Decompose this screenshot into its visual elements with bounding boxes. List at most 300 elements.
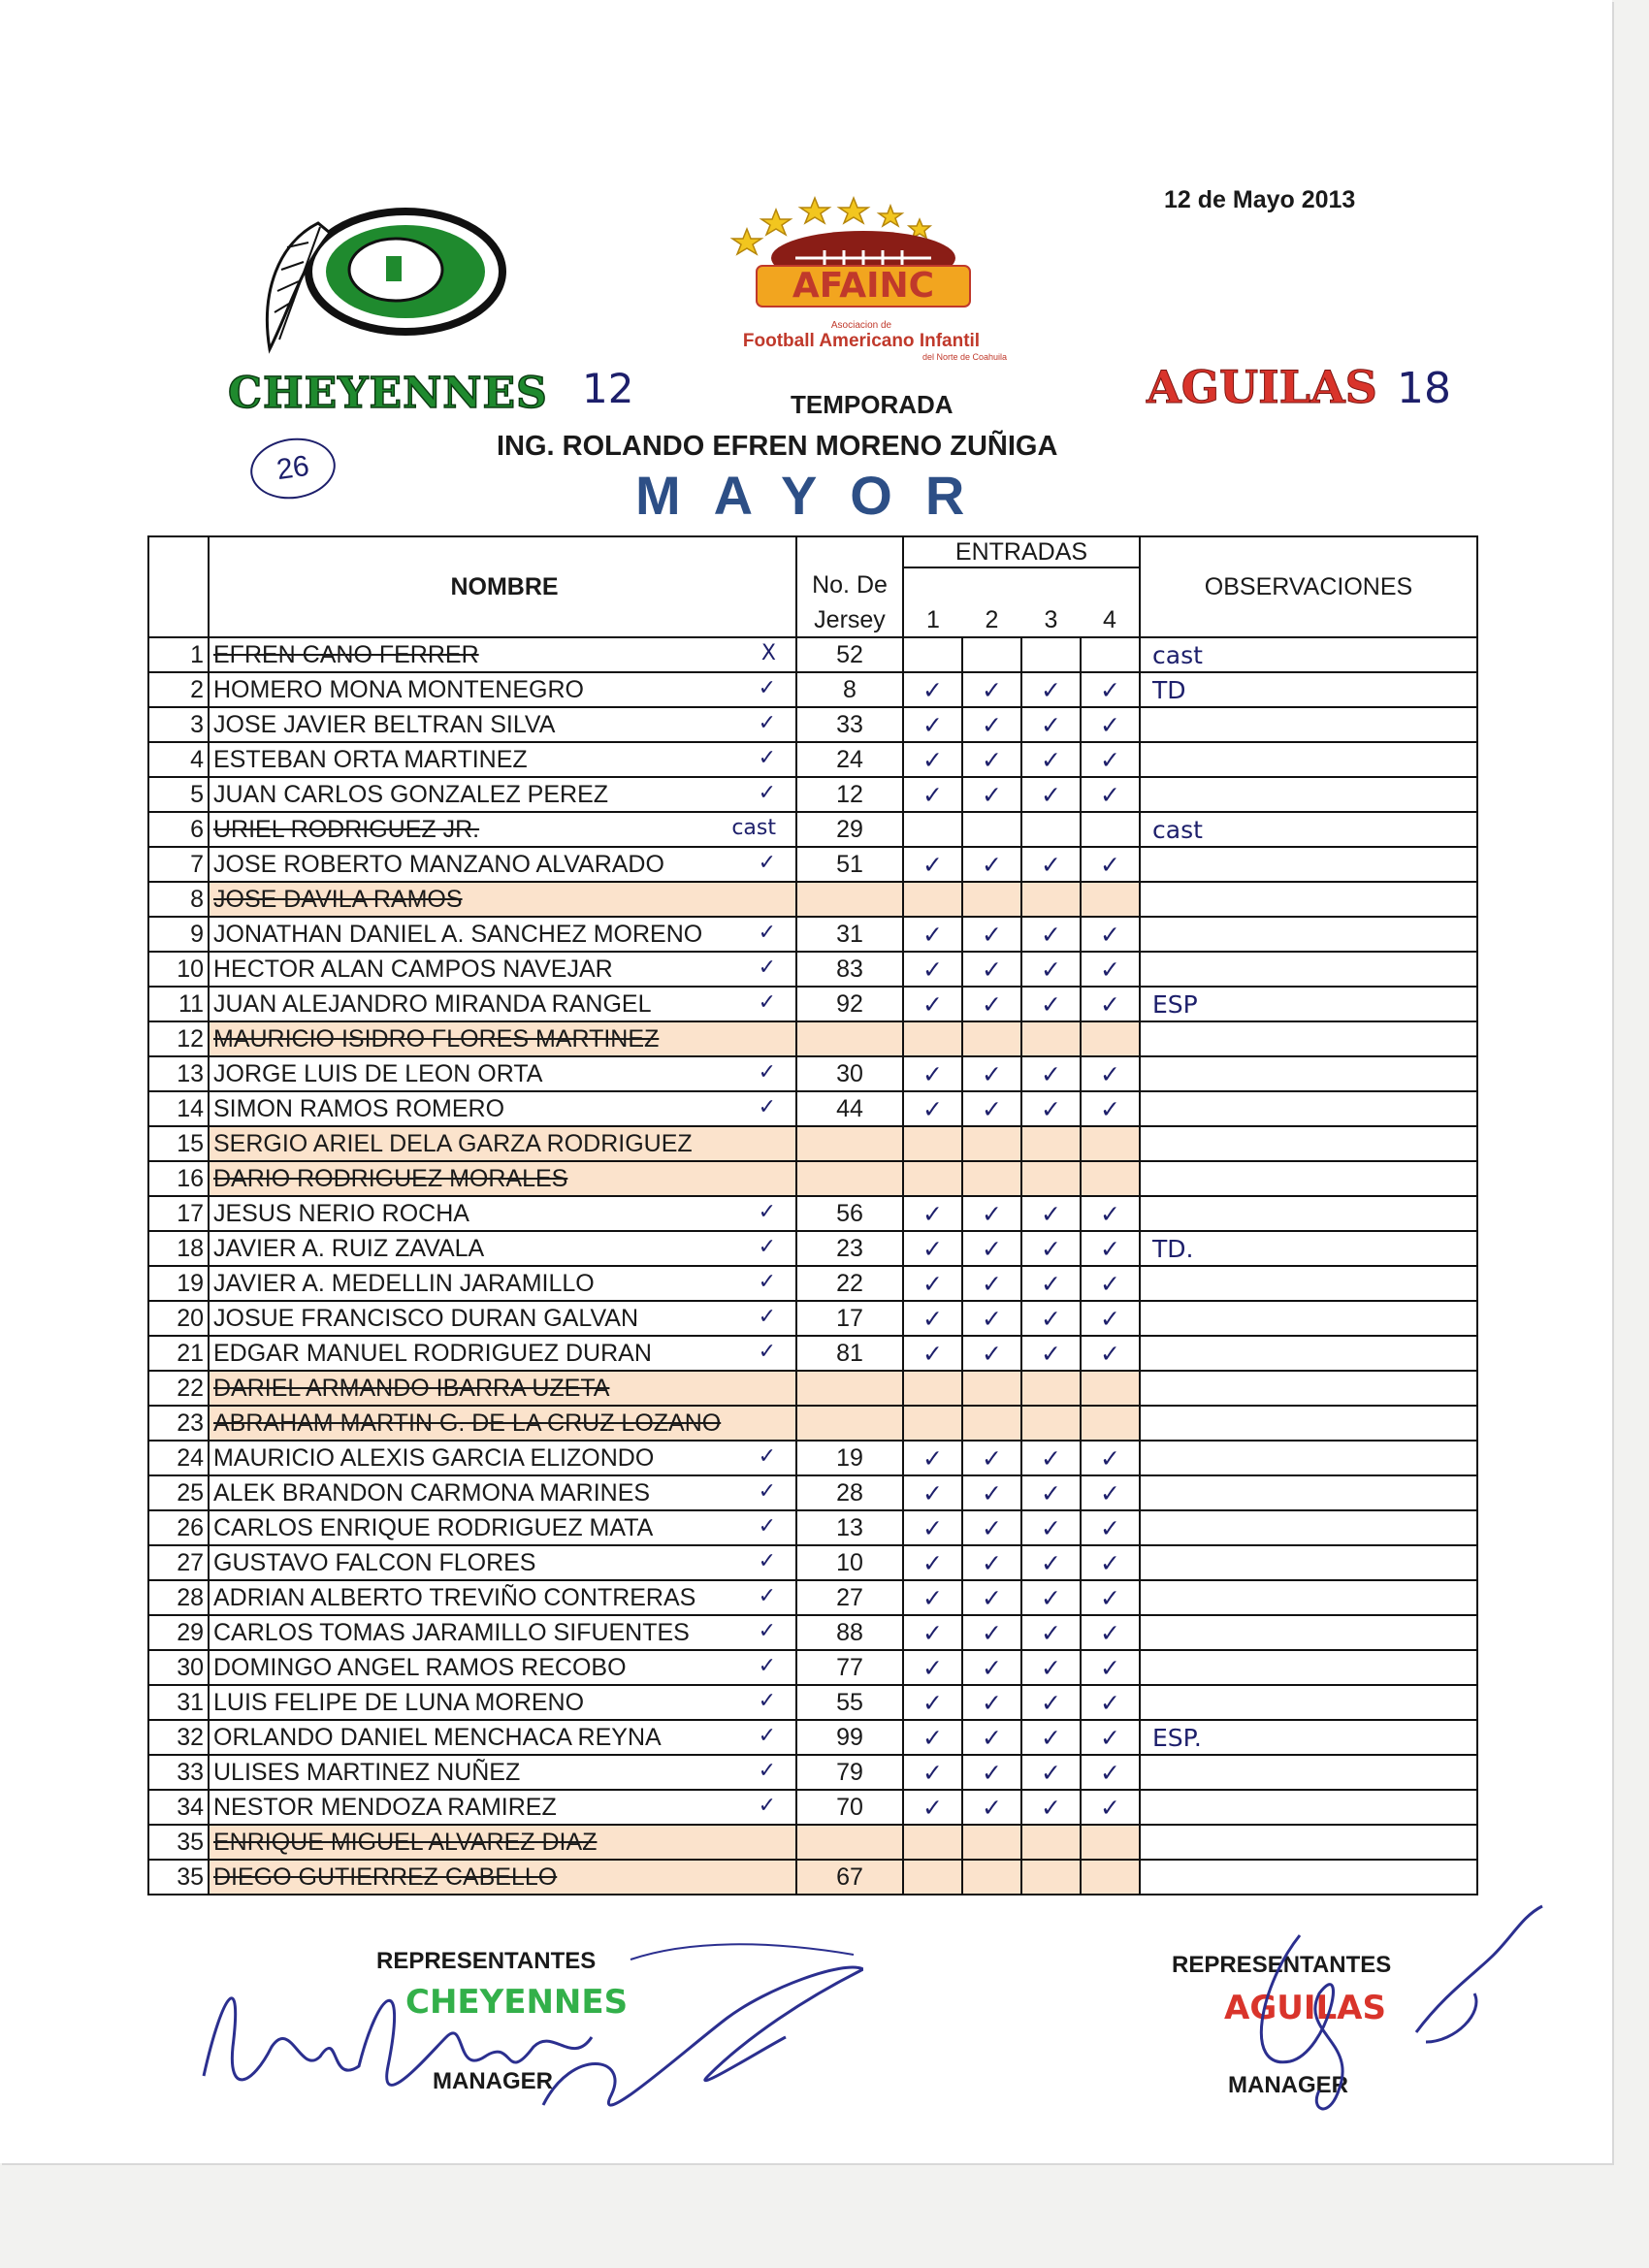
row-number: 30 [148,1650,209,1685]
inning-3-check: ✓ [1021,1545,1081,1580]
association-suffix: del Norte de Coahuila [922,352,1007,362]
roster-row [148,1336,1477,1371]
row-number: 11 [148,987,209,1021]
player-name-cell [209,1755,796,1790]
attendance-mark: ✓ [758,1059,776,1085]
attendance-mark: ✓ [758,1688,776,1713]
roster-row [148,1091,1477,1126]
roster-row [148,777,1477,812]
observation-note [1140,1545,1477,1580]
jersey-number: 33 [796,707,903,742]
player-name: URIEL RODRIGUEZ JR. [213,815,480,843]
observation-note [1140,742,1477,777]
inning-3-check: ✓ [1021,1441,1081,1475]
roster-row [148,1685,1477,1720]
player-name: ENRIQUE MIGUEL ALVAREZ DIAZ [213,1828,598,1856]
player-name: JUAN ALEJANDRO MIRANDA RANGEL [213,989,652,1018]
attendance-mark: ✓ [758,1094,776,1119]
roster-row [148,1545,1477,1580]
temporada-name: ING. ROLANDO EFREN MORENO ZUÑIGA [497,431,1058,462]
observation-note: ESP [1140,987,1477,1021]
player-name: GUSTAVO FALCON FLORES [213,1548,536,1576]
inning-4-check: ✓ [1081,1685,1140,1720]
row-number: 3 [148,707,209,742]
player-name: JAVIER A. MEDELLIN JARAMILLO [213,1269,595,1297]
inning-1-check: ✓ [903,1091,962,1126]
inning-3-check: ✓ [1021,1755,1081,1790]
observation-note [1140,1371,1477,1406]
inning-1-check [903,1371,962,1406]
observation-note: TD. [1140,1231,1477,1266]
roster-row [148,1650,1477,1685]
row-number: 33 [148,1755,209,1790]
inning-4-check: ✓ [1081,1056,1140,1091]
inning-1-check: ✓ [903,1755,962,1790]
observation-note [1140,1406,1477,1441]
attendance-mark: ✓ [758,1443,776,1469]
row-number: 14 [148,1091,209,1126]
row-number: 1 [148,637,209,672]
attendance-mark: ✓ [758,1583,776,1608]
jersey-number: 52 [796,637,903,672]
player-name: ORLANDO DANIEL MENCHACA REYNA [213,1723,662,1751]
inning-3-check [1021,1825,1081,1860]
inning-2-check: ✓ [962,1615,1021,1650]
header-jersey-line2: Jersey [796,603,903,637]
roster-row [148,1860,1477,1895]
attendance-mark: ✓ [758,1339,776,1364]
inning-3-check: ✓ [1021,777,1081,812]
inning-4-check: ✓ [1081,847,1140,882]
inning-2-check: ✓ [962,672,1021,707]
attendance-mark: ✓ [758,1618,776,1643]
observation-note [1140,1755,1477,1790]
inning-1-check: ✓ [903,742,962,777]
inning-2-check: ✓ [962,1231,1021,1266]
jersey-number: 23 [796,1231,903,1266]
header-observaciones: OBSERVACIONES [1140,536,1477,637]
player-name: ULISES MARTINEZ NUÑEZ [213,1758,521,1786]
player-name: JOSE DAVILA RAMOS [213,885,463,913]
row-number: 21 [148,1336,209,1371]
jersey-number [796,1406,903,1441]
inning-4-check: ✓ [1081,1196,1140,1231]
observation-note [1140,1860,1477,1895]
jersey-number: 81 [796,1336,903,1371]
player-name: JOSE JAVIER BELTRAN SILVA [213,710,556,738]
observation-note: cast [1140,637,1477,672]
player-name: JOSUE FRANCISCO DURAN GALVAN [213,1304,639,1332]
inning-2-check: ✓ [962,1475,1021,1510]
roster-row [148,1510,1477,1545]
inning-4-check: ✓ [1081,987,1140,1021]
row-number: 23 [148,1406,209,1441]
roster-row [148,1790,1477,1825]
roster-row [148,672,1477,707]
home-team-name: CHEYENNES [228,369,548,418]
player-name: LUIS FELIPE DE LUNA MORENO [213,1688,585,1716]
row-number: 18 [148,1231,209,1266]
association-prefix: Asociacion de [830,320,892,331]
inning-3-check: ✓ [1021,952,1081,987]
jersey-number: 83 [796,952,903,987]
player-name-cell [209,1790,796,1825]
player-name: EDGAR MANUEL RODRIGUEZ DURAN [213,1339,652,1367]
inning-3-check: ✓ [1021,1231,1081,1266]
inning-4-check: ✓ [1081,1475,1140,1510]
roster-row [148,1301,1477,1336]
player-name: JUAN CARLOS GONZALEZ PEREZ [213,780,609,808]
inning-4-check [1081,1406,1140,1441]
inning-1-check: ✓ [903,1720,962,1755]
player-name: ESTEBAN ORTA MARTINEZ [213,745,528,773]
inning-1-check: ✓ [903,1615,962,1650]
jersey-number [796,1825,903,1860]
jersey-number: 24 [796,742,903,777]
away-team-name: AGUILAS [1147,361,1377,413]
inning-1-check [903,1825,962,1860]
player-name-cell [209,882,796,917]
division-title: MAYOR [635,465,998,526]
jersey-number: 99 [796,1720,903,1755]
inning-4-check [1081,1021,1140,1056]
home-team-score: 12 [582,365,634,412]
inning-3-check [1021,1371,1081,1406]
inning-2-check: ✓ [962,987,1021,1021]
header-entradas: ENTRADAS [903,536,1140,567]
player-name: NESTOR MENDOZA RAMIREZ [213,1793,557,1821]
inning-4-check: ✓ [1081,672,1140,707]
observation-note [1140,777,1477,812]
inning-1-check [903,1161,962,1196]
observation-note [1140,882,1477,917]
inning-4-check: ✓ [1081,952,1140,987]
player-name: JESUS NERIO ROCHA [213,1199,469,1227]
attendance-mark: ✓ [758,989,776,1015]
row-number: 7 [148,847,209,882]
inning-1-check: ✓ [903,1266,962,1301]
header-inning-3: 3 [1021,603,1081,637]
observation-note [1140,952,1477,987]
jersey-number: 88 [796,1615,903,1650]
inning-2-check: ✓ [962,917,1021,952]
observation-note: TD [1140,672,1477,707]
inning-2-check: ✓ [962,1790,1021,1825]
player-name: DOMINGO ANGEL RAMOS RECOBO [213,1653,627,1681]
inning-3-check: ✓ [1021,1196,1081,1231]
row-number: 19 [148,1266,209,1301]
inning-2-check: ✓ [962,1755,1021,1790]
observation-note [1140,917,1477,952]
inning-2-check: ✓ [962,1545,1021,1580]
left-team-label: CHEYENNES [405,1983,629,2022]
observation-note [1140,1825,1477,1860]
roster-row [148,1720,1477,1755]
inning-4-check: ✓ [1081,1615,1140,1650]
inning-3-check [1021,1021,1081,1056]
attendance-mark: ✓ [758,1199,776,1224]
attendance-mark: ✓ [758,1513,776,1539]
roster-row [148,1406,1477,1441]
inning-3-check: ✓ [1021,1580,1081,1615]
jersey-number [796,1161,903,1196]
inning-1-check: ✓ [903,1196,962,1231]
inning-3-check: ✓ [1021,1510,1081,1545]
inning-3-check: ✓ [1021,707,1081,742]
inning-2-check: ✓ [962,952,1021,987]
inning-1-check: ✓ [903,707,962,742]
jersey-number [796,1371,903,1406]
player-name-cell [209,1161,796,1196]
player-name: CARLOS TOMAS JARAMILLO SIFUENTES [213,1618,690,1646]
inning-3-check [1021,1406,1081,1441]
player-name-cell [209,1406,796,1441]
inning-3-check [1021,882,1081,917]
inning-2-check: ✓ [962,1720,1021,1755]
attendance-mark: ✓ [758,745,776,770]
attendance-mark: ✓ [758,1758,776,1783]
row-number: 16 [148,1161,209,1196]
player-name: DARIO RODRIGUEZ MORALES [213,1164,568,1192]
row-number: 29 [148,1615,209,1650]
inning-2-check: ✓ [962,1510,1021,1545]
roster-row [148,847,1477,882]
inning-3-check: ✓ [1021,987,1081,1021]
jersey-number: 67 [796,1860,903,1895]
player-name-cell [209,1336,796,1371]
inning-3-check: ✓ [1021,917,1081,952]
inning-2-check [962,812,1021,847]
inning-1-check: ✓ [903,1301,962,1336]
jersey-number: 13 [796,1510,903,1545]
header-nombre: NOMBRE [209,536,796,637]
jersey-number: 17 [796,1301,903,1336]
player-name: MAURICIO ALEXIS GARCIA ELIZONDO [213,1443,655,1472]
observation-note [1140,1266,1477,1301]
player-name-cell [209,812,796,847]
attendance-mark: ✓ [758,850,776,875]
inning-3-check: ✓ [1021,1301,1081,1336]
inning-2-check: ✓ [962,1580,1021,1615]
row-number: 25 [148,1475,209,1510]
row-number: 17 [148,1196,209,1231]
observation-note [1140,1126,1477,1161]
inning-4-check [1081,1126,1140,1161]
inning-4-check: ✓ [1081,1510,1140,1545]
inning-3-check [1021,1161,1081,1196]
roster-row [148,637,1477,672]
row-number: 34 [148,1790,209,1825]
inning-1-check [903,637,962,672]
observation-note [1140,1056,1477,1091]
jersey-number: 31 [796,917,903,952]
inning-4-check: ✓ [1081,1231,1140,1266]
attendance-mark: ✓ [758,955,776,980]
player-name: SIMON RAMOS ROMERO [213,1094,505,1122]
inning-4-check: ✓ [1081,1266,1140,1301]
inning-4-check: ✓ [1081,917,1140,952]
player-name: CARLOS ENRIQUE RODRIGUEZ MATA [213,1513,654,1541]
row-number: 6 [148,812,209,847]
inning-2-check: ✓ [962,707,1021,742]
inning-4-check [1081,637,1140,672]
row-number: 12 [148,1021,209,1056]
jersey-number: 51 [796,847,903,882]
inning-3-check: ✓ [1021,1336,1081,1371]
observation-note [1140,1021,1477,1056]
row-number: 5 [148,777,209,812]
player-name: HECTOR ALAN CAMPOS NAVEJAR [213,955,613,983]
inning-1-check: ✓ [903,1336,962,1371]
player-name-cell [209,952,796,987]
attendance-mark: ✓ [758,780,776,805]
inning-3-check: ✓ [1021,1266,1081,1301]
player-name: ADRIAN ALBERTO TREVIÑO CONTRERAS [213,1583,696,1611]
observation-note [1140,1336,1477,1371]
attendance-mark: ✓ [758,1548,776,1573]
roster-row [148,742,1477,777]
game-date: 12 de Mayo 2013 [1164,186,1356,213]
inning-3-check: ✓ [1021,1091,1081,1126]
player-name-cell [209,1301,796,1336]
row-number: 8 [148,882,209,917]
inning-4-check: ✓ [1081,1336,1140,1371]
player-name-cell [209,1615,796,1650]
observation-note [1140,847,1477,882]
roster-row [148,812,1477,847]
inning-2-check: ✓ [962,1441,1021,1475]
jersey-number: 30 [796,1056,903,1091]
inning-1-check: ✓ [903,847,962,882]
roster-row [148,1231,1477,1266]
roster-row [148,1441,1477,1475]
row-number: 9 [148,917,209,952]
inning-2-check: ✓ [962,1266,1021,1301]
inning-3-check [1021,812,1081,847]
jersey-number: 79 [796,1755,903,1790]
header-blank [148,536,209,637]
player-name: DIEGO GUTIERREZ CABELLO [213,1863,558,1891]
header-inning-2: 2 [962,603,1021,637]
inning-3-check: ✓ [1021,1475,1081,1510]
observation-note: cast [1140,812,1477,847]
inning-2-check: ✓ [962,1685,1021,1720]
association-name: Football Americano Infantil [742,331,981,351]
player-name-cell [209,1056,796,1091]
jersey-number: 10 [796,1545,903,1580]
attendance-mark: ✓ [758,920,776,945]
inning-1-check: ✓ [903,672,962,707]
jersey-number: 22 [796,1266,903,1301]
player-name-cell [209,637,796,672]
row-number: 28 [148,1580,209,1615]
header-entradas-spacer [903,567,1140,603]
observation-note [1140,1685,1477,1720]
observation-note [1140,1301,1477,1336]
observation-note [1140,707,1477,742]
inning-3-check: ✓ [1021,742,1081,777]
inning-1-check: ✓ [903,1441,962,1475]
cheyennes-logo-icon [250,204,512,359]
roster-row [148,882,1477,917]
inning-4-check [1081,1371,1140,1406]
jersey-number: 70 [796,1790,903,1825]
player-name-cell [209,1371,796,1406]
inning-3-check: ✓ [1021,672,1081,707]
inning-1-check: ✓ [903,1231,962,1266]
player-name-cell [209,1545,796,1580]
attendance-mark: cast [731,815,776,840]
player-name-cell [209,1475,796,1510]
roster-row [148,1615,1477,1650]
observation-note: ESP. [1140,1720,1477,1755]
roster-body [148,637,1477,1895]
left-representatives-label: REPRESENTANTES [376,1948,597,1974]
inning-4-check [1081,1825,1140,1860]
player-name: MAURICIO ISIDRO FLORES MARTINEZ [213,1024,660,1053]
attendance-mark: ✓ [758,1304,776,1329]
roster-row [148,1196,1477,1231]
right-representatives-label: REPRESENTANTES [1172,1952,1392,1978]
player-name-cell [209,917,796,952]
observation-note [1140,1580,1477,1615]
row-number: 20 [148,1301,209,1336]
inning-3-check: ✓ [1021,1685,1081,1720]
inning-2-check [962,882,1021,917]
observation-note [1140,1196,1477,1231]
inning-1-check: ✓ [903,1685,962,1720]
observation-note [1140,1475,1477,1510]
player-name-cell [209,1685,796,1720]
player-name-cell [209,987,796,1021]
inning-2-check [962,1860,1021,1895]
inning-1-check: ✓ [903,917,962,952]
roster-table [147,535,1478,1895]
player-name: JORGE LUIS DE LEON ORTA [213,1059,543,1087]
afainc-logo-icon [718,190,1009,316]
roster-row [148,1126,1477,1161]
inning-2-check [962,1161,1021,1196]
roster-row [148,1475,1477,1510]
header-jersey-line1: No. De [796,567,903,603]
inning-1-check: ✓ [903,987,962,1021]
inning-1-check: ✓ [903,1056,962,1091]
roster-row [148,1580,1477,1615]
inning-3-check [1021,637,1081,672]
inning-3-check: ✓ [1021,1720,1081,1755]
header-inning-1: 1 [903,603,962,637]
inning-3-check [1021,1126,1081,1161]
roster-row [148,1056,1477,1091]
inning-4-check: ✓ [1081,1580,1140,1615]
inning-2-check: ✓ [962,1301,1021,1336]
header-jersey-top [796,536,903,567]
inning-3-check: ✓ [1021,1615,1081,1650]
row-number: 27 [148,1545,209,1580]
inning-2-check [962,637,1021,672]
inning-3-check: ✓ [1021,1790,1081,1825]
inning-4-check [1081,812,1140,847]
inning-1-check: ✓ [903,1545,962,1580]
inning-1-check: ✓ [903,1650,962,1685]
player-name-cell [209,1266,796,1301]
inning-1-check: ✓ [903,1580,962,1615]
inning-1-check: ✓ [903,952,962,987]
player-name-cell [209,847,796,882]
inning-2-check [962,1371,1021,1406]
inning-1-check [903,1406,962,1441]
player-name: JAVIER A. RUIZ ZAVALA [213,1234,485,1262]
